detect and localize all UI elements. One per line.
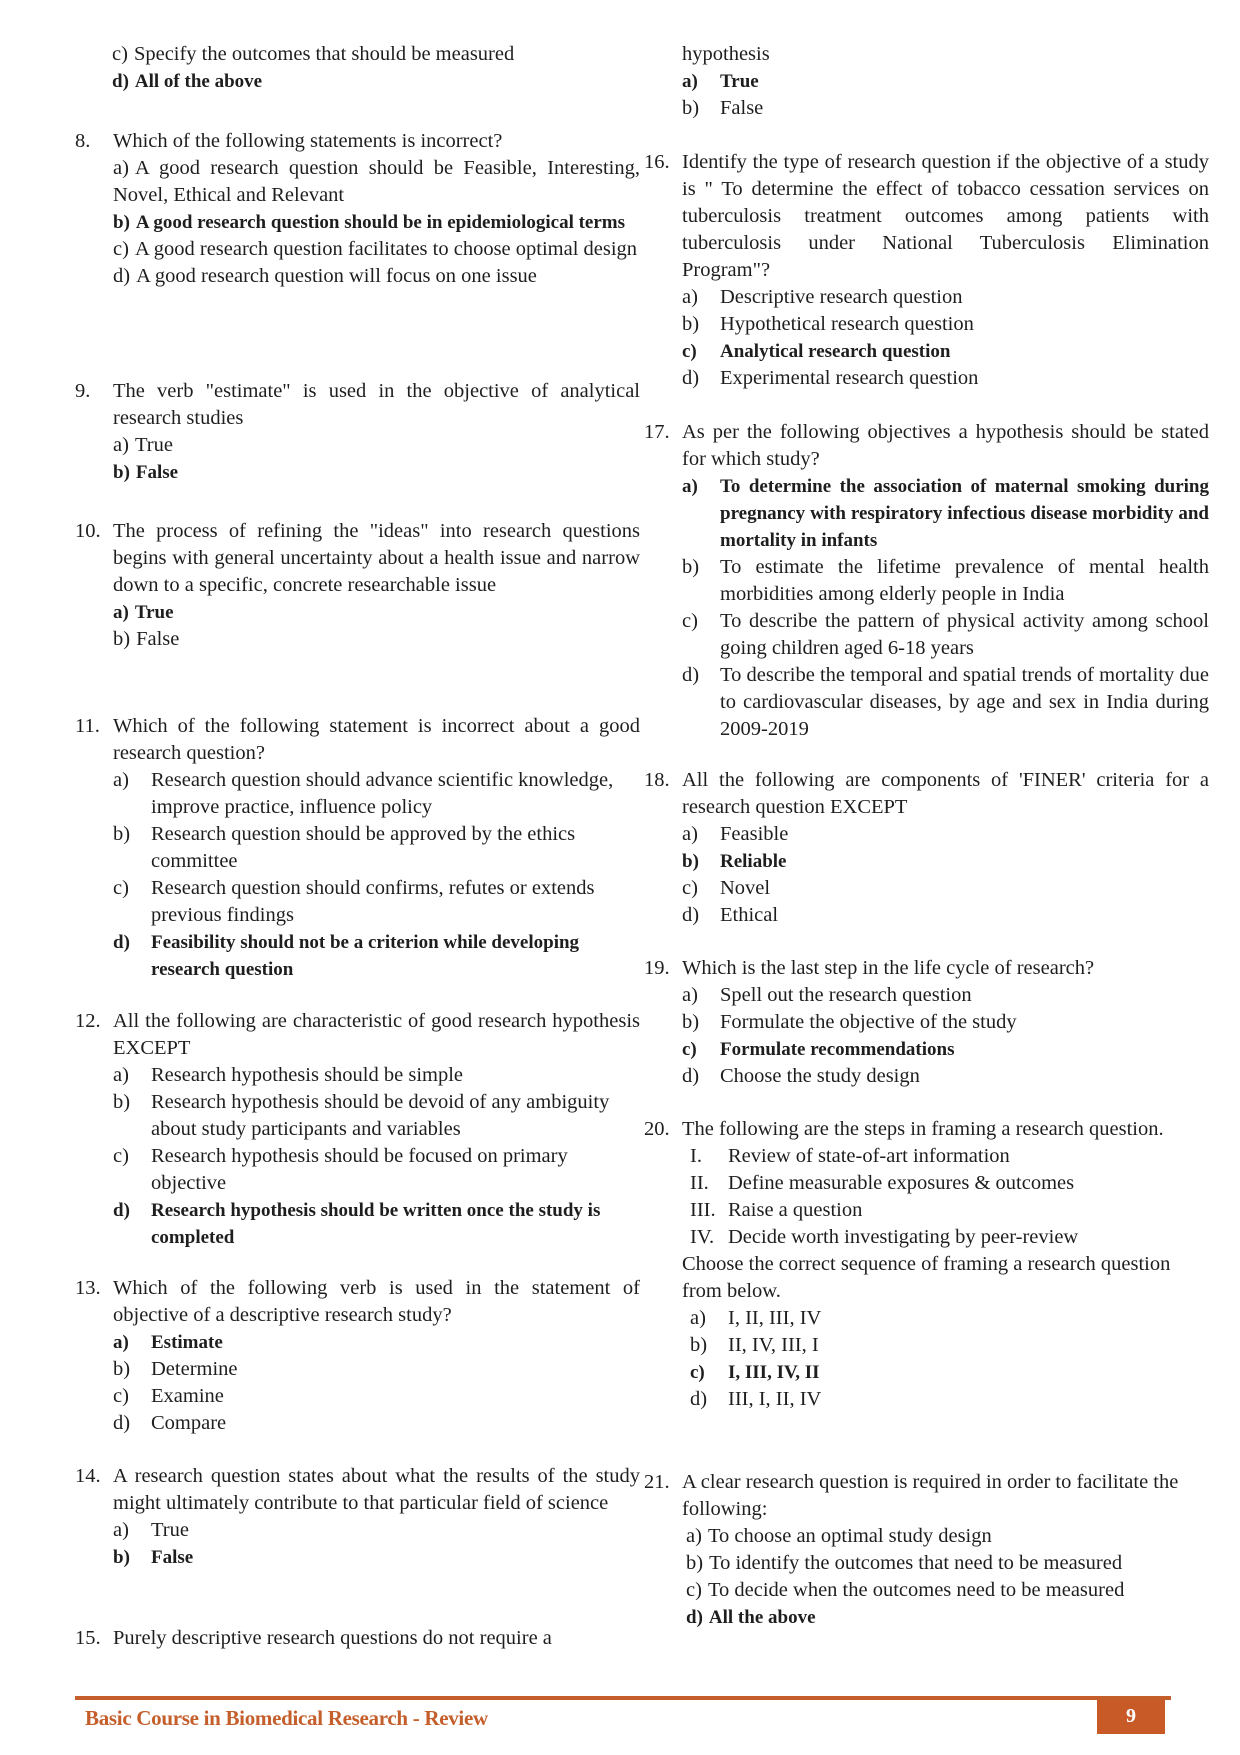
option-a: a) True <box>113 1519 189 1541</box>
step-i: I. Review of state-of-art information <box>690 1145 1010 1167</box>
option-a: a) Spell out the research question <box>682 984 972 1006</box>
option-c-answer: c) Formulate recommendations <box>682 1039 955 1060</box>
question-10 <box>75 518 640 653</box>
option-d-answer: d) All of the above <box>112 71 263 92</box>
question-stem: All the following are characteristic of good research hypothesis EXCEPT <box>113 1010 640 1059</box>
option-a: a) Research question should advance scientific knowledge, improve practice, influence policy <box>113 769 614 818</box>
option-b: b) Formulate the objective of the study <box>682 1011 1017 1033</box>
question-13 <box>75 1275 640 1437</box>
question-number: 8. <box>75 130 91 152</box>
question-stem: Which is the last step in the life cycle of research? <box>682 957 1095 979</box>
option-b: b) Determine <box>113 1358 238 1380</box>
option-c: c) Examine <box>113 1385 224 1407</box>
option-b: b) To identify the outcomes that need to be measured <box>686 1552 1123 1574</box>
option-a: a) Descriptive research question <box>682 286 963 308</box>
question-stem-continued: hypothesis <box>682 43 770 65</box>
question-19 <box>644 955 1209 1090</box>
question-15 <box>75 1625 640 1652</box>
question-stem: Identify the type of research question if the objective of a study is " To determine the effect of tobacco cessation services on tuberculosis treatment outcomes among patients with tuberculosis under National Tuberculosis Elimination Program"? <box>682 151 1209 281</box>
option-c: c) Specify the outcomes that should be measured <box>112 43 515 65</box>
option-a: a) Feasible <box>682 823 789 845</box>
option-b-answer: b) False <box>113 462 179 483</box>
option-d: d) Compare <box>113 1412 227 1434</box>
option-b: b) False <box>682 97 764 119</box>
option-b: b) Research question should be approved by the ethics committee <box>113 823 576 872</box>
question-stem: The process of refining the "ideas" into research questions begins with general uncertainty about a health issue and narrow down to a specific, concrete researchable issue <box>113 520 640 596</box>
question-8 <box>75 128 640 290</box>
question-stem: As per the following objectives a hypothesis should be stated for which study? <box>682 421 1209 470</box>
footer-title: Basic Course in Biomedical Research - Review <box>85 1706 488 1730</box>
step-ii: II. Define measurable exposures & outcomes <box>690 1172 1075 1194</box>
option-d-answer: d) Research hypothesis should be written once the study is completed <box>113 1200 601 1248</box>
question-number: 12. <box>75 1010 101 1032</box>
option-c: c) A good research question facilitates to choose optimal design <box>113 238 638 260</box>
question-number: 14. <box>75 1465 101 1487</box>
option-a-answer: a) True <box>682 71 759 92</box>
option-b: b) II, IV, III, I <box>690 1334 819 1356</box>
question-number: 19. <box>644 957 670 979</box>
question-stem: A clear research question is required in order to facilitate the following: <box>682 1471 1179 1520</box>
option-d: d) III, I, II, IV <box>690 1388 822 1410</box>
question-number: 13. <box>75 1277 101 1299</box>
question-stem: The verb "estimate" is used in the objective of analytical research studies <box>113 380 640 429</box>
option-b: b) Research hypothesis should be devoid of any ambiguity about study participants and variables <box>113 1091 610 1140</box>
option-d: d) Experimental research question <box>682 367 979 389</box>
question-stem: The following are the steps in framing a research question. <box>682 1118 1164 1140</box>
question-stem: Which of the following statements is incorrect? <box>113 130 503 152</box>
option-d: d) Ethical <box>682 904 779 926</box>
question-number: 9. <box>75 380 91 402</box>
question-number: 17. <box>644 421 670 443</box>
question-18 <box>644 767 1209 929</box>
question-number: 20. <box>644 1118 670 1140</box>
option-d: d) To describe the temporal and spatial trends of mortality due to cardiovascular diseases, by age and sex in India during 2009-2019 <box>682 664 1209 740</box>
question-number: 11. <box>75 715 100 737</box>
footer-divider <box>75 1696 1171 1700</box>
option-a: a) Research hypothesis should be simple <box>113 1064 464 1086</box>
option-a-answer: a) To determine the association of maternal smoking during pregnancy with respiratory infectious disease morbidity and mortality in infants <box>682 476 1209 551</box>
step-iii: III. Raise a question <box>690 1199 863 1221</box>
question-stem: Which of the following statement is incorrect about a good research question? <box>113 715 640 764</box>
option-d-answer: d) Feasibility should not be a criterion while developing research question <box>113 932 580 980</box>
option-b-answer: b) False <box>113 1547 194 1568</box>
question-number: 10. <box>75 520 101 542</box>
option-b: b) False <box>113 628 180 650</box>
option-d-answer: d) All the above <box>686 1607 816 1628</box>
question-stem: All the following are components of 'FINER' criteria for a research question EXCEPT <box>682 769 1209 818</box>
option-a-answer: a) True <box>113 602 174 623</box>
step-iv: IV. Decide worth investigating by peer-review <box>690 1226 1079 1248</box>
option-c-answer: c) I, III, IV, II <box>690 1362 820 1383</box>
question-number: 21. <box>644 1471 670 1493</box>
option-a: a) I, II, III, IV <box>690 1307 822 1329</box>
question-12 <box>75 1008 640 1251</box>
option-d: d) A good research question will focus on one issue <box>113 265 537 287</box>
option-c: c) Research question should confirms, refutes or extends previous findings <box>113 877 595 926</box>
question-number: 18. <box>644 769 670 791</box>
option-a: a) A good research question should be Feasible, Interesting, Novel, Ethical and Relevant <box>113 157 640 206</box>
option-a: a) To choose an optimal study design <box>686 1525 992 1547</box>
question-16 <box>644 149 1209 392</box>
question-11 <box>75 713 640 983</box>
question-14 <box>75 1463 640 1571</box>
question-7-continuation <box>112 41 602 95</box>
option-a: a) True <box>113 434 173 456</box>
page-number-badge: 9 <box>1097 1700 1165 1734</box>
option-c: c) Research hypothesis should be focused on primary objective <box>113 1145 568 1194</box>
question-20 <box>644 1116 1209 1413</box>
question-9 <box>75 378 640 486</box>
question-stem: Purely descriptive research questions do not require a <box>113 1627 552 1649</box>
option-c: c) To describe the pattern of physical activity among school going children aged 6-18 years <box>682 610 1209 659</box>
option-c: c) To decide when the outcomes need to be measured <box>686 1579 1125 1601</box>
question-number: 15. <box>75 1627 101 1649</box>
option-b-answer: b) A good research question should be in epidemiological terms <box>113 212 626 233</box>
question-stem: Which of the following verb is used in the statement of objective of a descriptive research study? <box>113 1277 640 1326</box>
question-17 <box>644 419 1209 743</box>
option-a-answer: a) Estimate <box>113 1332 223 1353</box>
question-stem: A research question states about what the results of the study might ultimately contribute to that particular field of science <box>113 1465 640 1514</box>
question-15-continuation <box>682 41 1171 122</box>
option-c: c) Novel <box>682 877 771 899</box>
option-d: d) Choose the study design <box>682 1065 920 1087</box>
option-b: b) Hypothetical research question <box>682 313 974 335</box>
option-b: b) To estimate the lifetime prevalence of mental health morbidities among elderly people in India <box>682 556 1209 605</box>
question-21 <box>644 1469 1209 1631</box>
question-instruction: Choose the correct sequence of framing a research question from below. <box>682 1253 1171 1302</box>
option-c-answer: c) Analytical research question <box>682 341 951 362</box>
option-b-answer: b) Reliable <box>682 851 787 872</box>
question-number: 16. <box>644 151 670 173</box>
